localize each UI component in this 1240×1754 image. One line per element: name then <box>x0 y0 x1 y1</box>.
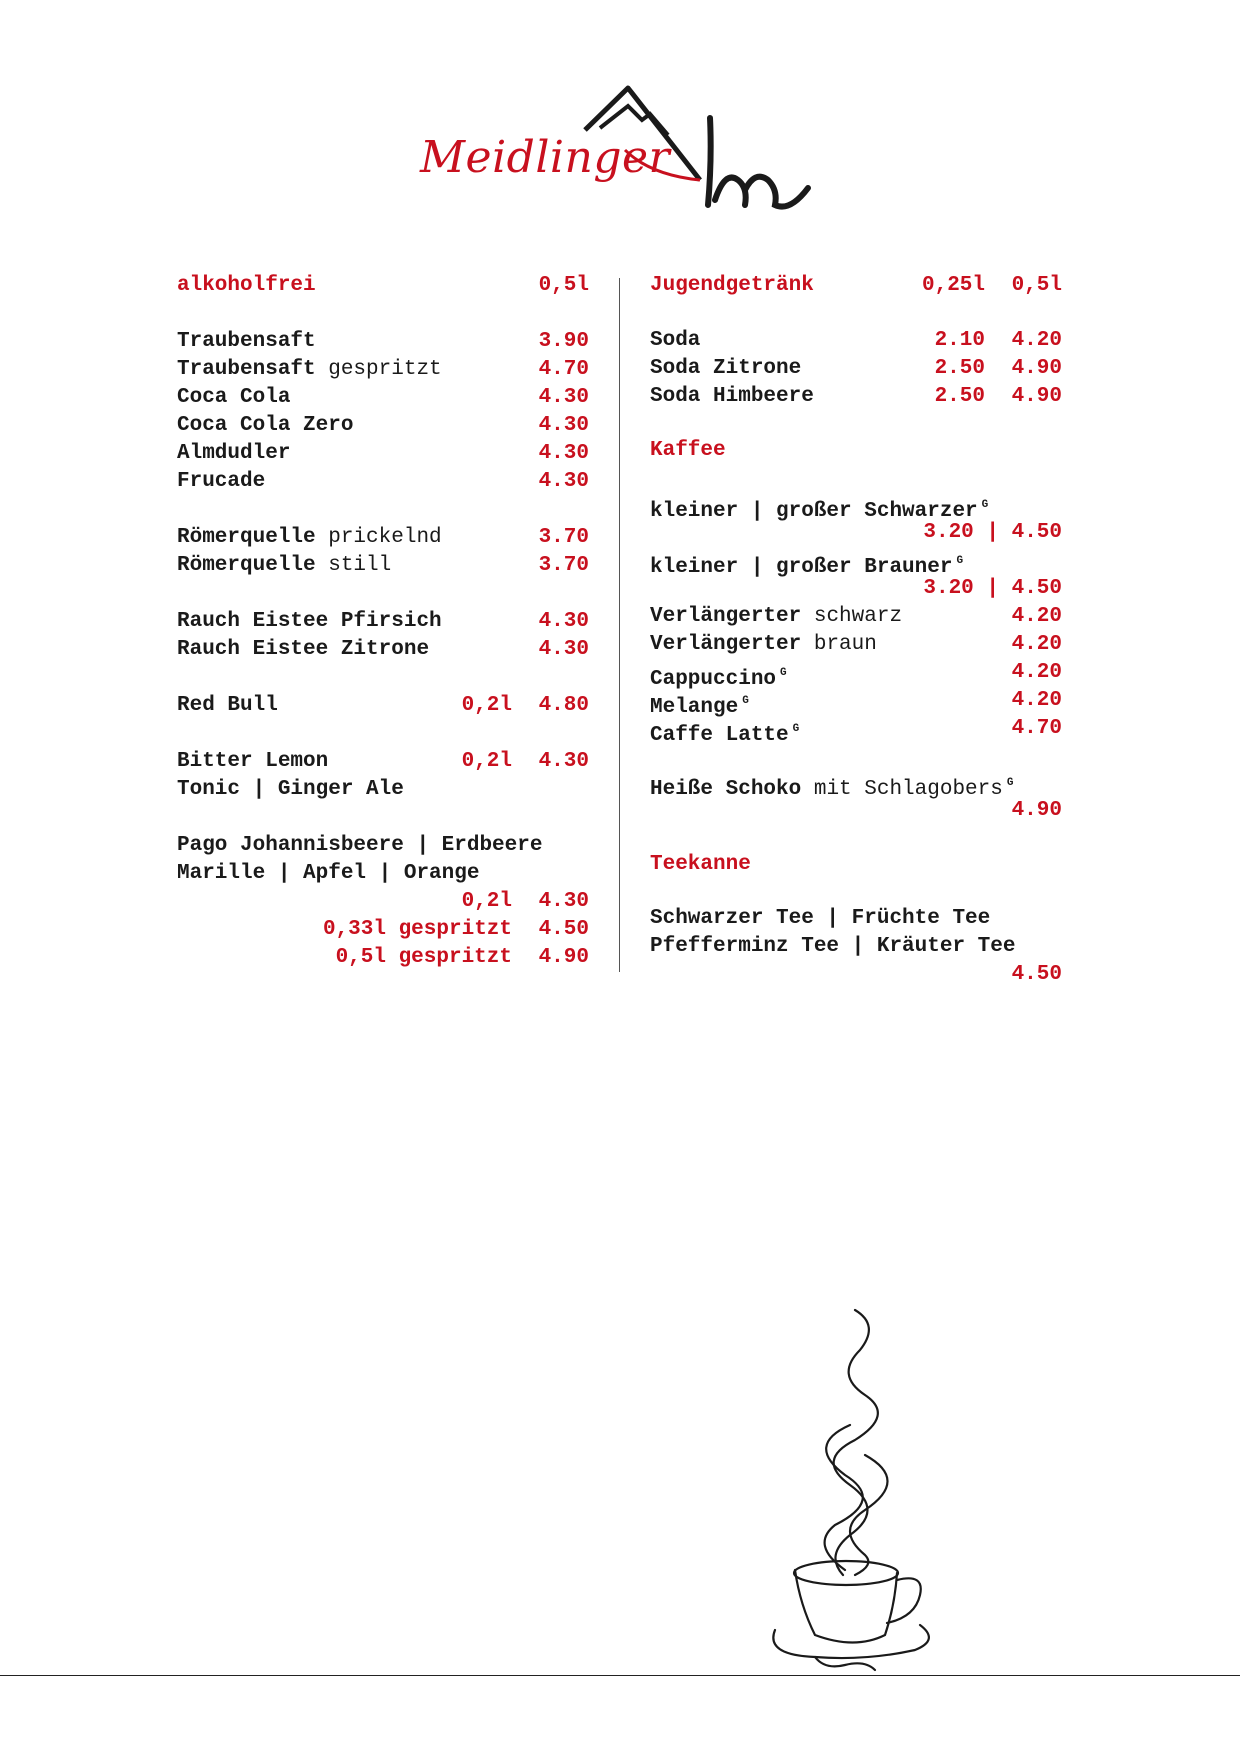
item-price: 4.80 <box>538 694 589 717</box>
pago-price-row <box>177 944 589 972</box>
menu-item <box>177 832 589 860</box>
item-price: 4.30 <box>538 414 589 437</box>
item-name: Rauch Eistee Pfirsich <box>177 610 442 633</box>
item-name: Caffe Latte <box>650 724 789 747</box>
menu-item <box>650 547 1062 579</box>
section-header-teekanne <box>650 851 1062 879</box>
section-header-alkoholfrei <box>177 272 589 300</box>
item-name: Pfefferminz Tee | Kräuter Tee <box>650 935 1016 958</box>
menu-item <box>177 440 589 468</box>
item-extra: prickelnd <box>315 526 442 549</box>
price-row <box>650 797 1062 825</box>
item-price: 3.90 <box>538 330 589 353</box>
item-name: Coca Cola Zero <box>177 414 354 437</box>
item-name: Heiße Schoko <box>650 778 802 801</box>
menu-item <box>177 636 589 664</box>
item-size: 0,2l <box>461 694 512 717</box>
brand-script-word: Meidlinger <box>420 132 671 183</box>
menu-item <box>650 659 1062 691</box>
size-label: 0,5l <box>1011 274 1062 297</box>
allergen-mark: G <box>780 667 787 679</box>
item-price: 4.70 <box>538 358 589 381</box>
item-price-large: 4.20 <box>1011 329 1062 352</box>
column-divider <box>619 278 620 972</box>
menu-item <box>177 524 589 552</box>
item-name: Cappuccino <box>650 668 777 691</box>
menu-item <box>650 327 1062 355</box>
allergen-mark: G <box>956 555 964 567</box>
section-header-jugendgetraenk <box>650 272 1062 300</box>
item-name: Römerquelle <box>177 554 316 577</box>
section-header-kaffee <box>650 437 1062 465</box>
item-price: 3.70 <box>538 526 589 549</box>
menu-item <box>177 692 589 720</box>
item-price: 4.90 <box>538 946 589 969</box>
coffee-cup-icon <box>755 1305 955 1685</box>
allergen-mark: G <box>981 499 989 511</box>
menu-item <box>177 328 589 356</box>
item-extra: braun <box>801 633 877 656</box>
item-price: 4.30 <box>538 386 589 409</box>
item-price: 4.20 <box>1011 633 1062 656</box>
section-title: alkoholfrei <box>177 274 316 297</box>
item-name: Soda Zitrone <box>650 357 802 380</box>
item-size: 0,2l <box>461 890 512 913</box>
item-name: Frucade <box>177 470 266 493</box>
item-price: 4.20 <box>1011 661 1062 684</box>
allergen-mark: G <box>742 695 749 707</box>
item-name: Soda <box>650 329 701 352</box>
item-price: 4.30 <box>538 470 589 493</box>
menu-item <box>650 491 1062 523</box>
menu-item <box>650 905 1062 933</box>
item-extra: gespritzt <box>315 358 442 381</box>
item-extra: schwarz <box>801 605 903 628</box>
item-price-small: 2.50 <box>934 357 985 380</box>
menu-item <box>177 552 589 580</box>
menu-item <box>650 631 1062 659</box>
item-price: 4.30 <box>538 750 589 773</box>
menu-item <box>177 860 589 888</box>
size-label: 0,5l <box>538 274 589 297</box>
menu-item <box>650 355 1062 383</box>
item-name: Römerquelle <box>177 526 316 549</box>
item-name: Schwarzer Tee | Früchte Tee <box>650 907 991 930</box>
item-price: 4.20 <box>1011 689 1062 712</box>
allergen-mark: G <box>1006 777 1014 789</box>
menu-item <box>650 603 1062 631</box>
coffee-cup-illustration <box>755 1305 955 1685</box>
item-price: 4.20 <box>1011 605 1062 628</box>
item-price: 4.90 <box>1011 799 1062 822</box>
item-name: Marille | Apfel | Orange <box>177 862 480 885</box>
item-size: 0,5l gespritzt <box>335 946 512 969</box>
menu-item <box>650 383 1062 411</box>
bottom-rule <box>0 1675 1240 1676</box>
item-name: Traubensaft <box>177 358 316 381</box>
item-name: kleiner | großer Schwarzer <box>650 500 978 523</box>
section-title: Teekanne <box>650 853 751 876</box>
item-price: 3.70 <box>538 554 589 577</box>
price-row <box>650 575 1062 603</box>
item-extra: still <box>315 554 392 577</box>
item-price: 4.30 <box>538 610 589 633</box>
pago-price-row <box>177 888 589 916</box>
item-name: Rauch Eistee Zitrone <box>177 638 430 661</box>
menu-item <box>177 608 589 636</box>
menu-item <box>650 769 1062 801</box>
menu-item <box>177 412 589 440</box>
item-size: 0,33l gespritzt <box>322 918 512 941</box>
size-label: 0,25l <box>921 274 985 297</box>
item-name: Almdudler <box>177 442 291 465</box>
item-name: Verlängerter <box>650 605 802 628</box>
section-title: Jugendgetränk <box>650 274 814 297</box>
item-price: 4.30 <box>538 442 589 465</box>
menu-item <box>177 356 589 384</box>
menu-item <box>177 748 589 776</box>
item-price: 4.30 <box>538 890 589 913</box>
item-name: Verlängerter <box>650 633 802 656</box>
menu-item <box>177 468 589 496</box>
pago-price-row <box>177 916 589 944</box>
section-title: Kaffee <box>650 439 726 462</box>
item-name: kleiner | großer Brauner <box>650 556 953 579</box>
item-name: Red Bull <box>177 694 278 717</box>
item-price: 3.20 | 4.50 <box>923 521 1062 544</box>
item-name: Tonic | Ginger Ale <box>177 778 404 801</box>
item-price: 4.50 <box>1011 963 1062 986</box>
item-name: Melange <box>650 696 739 719</box>
item-price: 4.50 <box>538 918 589 941</box>
menu-item <box>650 715 1062 747</box>
item-price-large: 4.90 <box>1011 385 1062 408</box>
item-name: Coca Cola <box>177 386 291 409</box>
item-name: Pago Johannisbeere | Erdbeere <box>177 834 543 857</box>
item-price: 4.70 <box>1011 717 1062 740</box>
item-price-small: 2.50 <box>934 385 985 408</box>
left-column <box>177 272 589 972</box>
menu-item <box>650 933 1062 961</box>
menu-item <box>177 776 589 804</box>
item-price-small: 2.10 <box>934 329 985 352</box>
right-column <box>650 272 1062 989</box>
menu-item <box>650 687 1062 719</box>
item-name: Bitter Lemon <box>177 750 329 773</box>
item-name: Traubensaft <box>177 330 316 353</box>
price-row <box>650 961 1062 989</box>
allergen-mark: G <box>792 723 800 735</box>
item-price-large: 4.90 <box>1011 357 1062 380</box>
price-row <box>650 519 1062 547</box>
item-size: 0,2l <box>461 750 512 773</box>
item-name: Soda Himbeere <box>650 385 814 408</box>
item-extra: mit Schlagobers <box>801 778 1003 801</box>
menu-item <box>177 384 589 412</box>
item-price: 3.20 | 4.50 <box>923 577 1062 600</box>
item-price: 4.30 <box>538 638 589 661</box>
